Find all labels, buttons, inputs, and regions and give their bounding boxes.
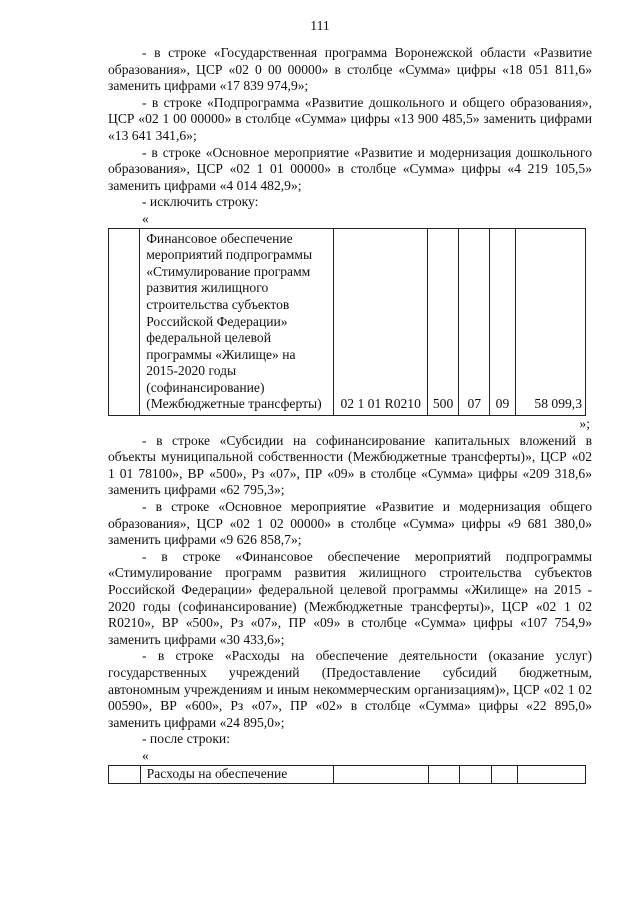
paragraph-exclude-row: - исключить строку: [142,194,259,210]
table-cell-empty [109,228,140,416]
quote-open-mark: « [142,210,149,226]
paragraph-housing-financing: - в строке «Финансовое обеспечение мероприятий подпрограммы «Стимулирование программ развития жилищного строительства субъектов Российской Федерации» федеральной целевой программы «Жилище» на 2015 - 2020 годы (софинансирование) (Межбюджетные трансферты)», ЦСР «02 1 02 R0210», ВР «500», Рз «07», ПР «09» в столбце «Сумма» цифры «107 754,9» заменить цифрами «30 433,6»; [108,548,592,647]
table-cell-vr: 500 [427,228,458,416]
excluded-row-table [108,228,586,417]
paragraph-preschool-measure: - в строке «Основное мероприятие «Развитие и модернизация дошкольного образования», ЦСР «02 1 01 00000» в столбце «Сумма» цифры «4 219 105,5» заменить цифрами «4 014 482,9»; [108,144,592,193]
quote-open-mark-2: « [142,747,149,763]
quote-close-mark: »; [579,416,590,432]
paragraph-preschool-subprogram: - в строке «Подпрограмма «Развитие дошкольного и общего образования», ЦСР «02 1 00 00000» в столбце «Сумма» цифры «13 900 485,5» заменить цифрами «13 641 341,6»; [108,94,592,143]
table-cell-sum: 58 099,3 [515,228,585,416]
document-body [108,45,592,784]
table-cell-empty [428,765,460,783]
table-row [109,765,586,783]
paragraph-after-row: - после строки: [142,731,230,747]
table-cell-rz: 07 [459,228,490,416]
table-cell-empty [460,765,492,783]
paragraph-institutions-expenses: - в строке «Расходы на обеспечение деятельности (оказание услуг) государственных учреждений (Предоставление субсидий бюджетным, автономным учреждениям и иным некоммерческим организациям)», ЦСР «02 1 02 00590», ВР «600», Рз «07», ПР «02» в столбце «Сумма» цифры «22 895,0» заменить цифрами «24 895,0»; [108,648,592,730]
paragraph-education-program: - в строке «Государственная программа Воронежской области «Развитие образования», ЦСР «02 0 00 00000» в столбце «Сумма» цифры «18 051 811,6» заменить цифрами «17 839 974,9»; [108,45,592,94]
table-cell-empty [333,765,428,783]
table-cell-empty [517,765,585,783]
page-number: 111 [310,18,330,33]
after-row-table [108,765,586,784]
table-cell-pr: 09 [490,228,515,416]
table-row [109,228,586,416]
table-cell-empty [492,765,518,783]
table-cell-empty [109,765,141,783]
paragraph-general-education-measure: - в строке «Основное мероприятие «Развитие и модернизация общего образования», ЦСР «02 1 02 00000» в столбце «Сумма» цифры «9 681 380,0» заменить цифрами «9 626 858,7»; [108,499,592,548]
table-cell-csr: 02 1 01 R0210 [334,228,428,416]
table-cell-name: Финансовое обеспечение мероприятий подпрограммы «Стимулирование программ развития жилищного строительства субъектов Российской Федерации» федеральной целевой программы «Жилище» на 2015-2020 годы (софинансирование) (Межбюджетные трансферты) [140,228,334,416]
table-cell-name: Расходы на обеспечение [140,765,333,783]
paragraph-subsidies: - в строке «Субсидии на софинансирование капитальных вложений в объекты муниципальной собственности (Межбюджетные трансферты)», ЦСР «02 1 01 78100», ВР «500», Рз «07», ПР «09» в столбце «Сумма» цифры «209 318,6» заменить цифрами «62 795,3»; [108,432,592,498]
